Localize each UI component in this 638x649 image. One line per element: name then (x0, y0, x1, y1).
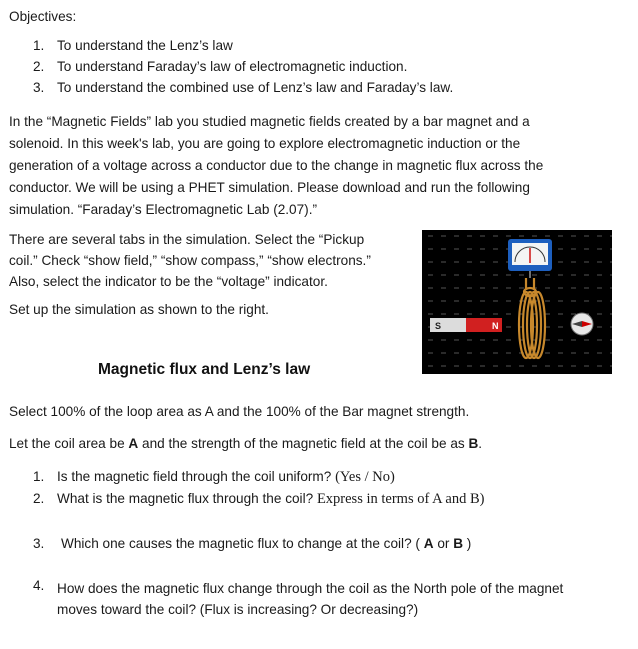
question-4-line: moves toward the coil? (Flux is increasing? Or decreasing?) (57, 602, 419, 617)
text: and the strength of the magnetic field at the coil be as (138, 436, 469, 451)
text: Is the magnetic field through the coil uniform? (57, 469, 336, 484)
intro-line: solenoid. In this week's lab, you are going to explore electromagnetic induction or the (9, 136, 521, 151)
text: Which one causes the magnetic flux to change at the coil? ( (61, 536, 424, 551)
question-4 (57, 578, 563, 620)
question-2 (57, 491, 484, 508)
question-3 (61, 536, 471, 551)
magnet-north-label: N (492, 321, 499, 331)
intro-line: In the “Magnetic Fields” lab you studied magnetic fields created by a bar magnet and a (9, 114, 530, 129)
question-number: 3. (33, 536, 45, 551)
text: or (433, 536, 454, 551)
objective-number: 1. (33, 38, 45, 53)
loop-area-instruction: Select 100% of the loop area as A and the 100% of the Bar magnet strength. (9, 404, 470, 419)
question-4-line: How does the magnetic flux change through the coil as the North pole of the magnet (57, 581, 564, 596)
text: Let the coil area be (9, 436, 129, 451)
objective-item: To understand the combined use of Lenz’s law and Faraday’s law. (57, 80, 454, 95)
objective-number: 3. (33, 80, 45, 95)
symbol-b: B (468, 436, 479, 451)
symbol-a: A (128, 436, 139, 451)
setup-instruction: Set up the simulation as shown to the right. (9, 302, 269, 317)
simulation-canvas (422, 230, 612, 374)
objective-item: To understand the Lenz’s law (57, 38, 233, 53)
objectives-heading: Objectives: (9, 9, 77, 24)
setup-line: There are several tabs in the simulation. Select the “Pickup (9, 232, 365, 247)
coil-definition (9, 436, 482, 451)
section-title: Magnetic flux and Lenz’s law (98, 361, 311, 378)
text: ) (463, 536, 472, 551)
objective-number: 2. (33, 59, 45, 74)
symbol-b: B (453, 536, 464, 551)
text: Express in terms of A and B) (316, 491, 485, 507)
text: . (478, 436, 483, 451)
intro-paragraph (9, 111, 543, 221)
intro-line: simulation. “Faraday’s Electromagnetic Lab (2.07).” (9, 202, 318, 217)
question-number: 1. (33, 469, 45, 484)
objective-item: To understand Faraday’s law of electromagnetic induction. (57, 59, 408, 74)
compass-icon (571, 313, 593, 335)
setup-paragraph (9, 229, 371, 292)
text: (Yes / No) (335, 469, 395, 485)
voltmeter-icon (508, 239, 552, 278)
question-1 (57, 469, 395, 486)
text: What is the magnetic flux through the coil? (57, 491, 317, 506)
simulation-screenshot (422, 230, 612, 374)
question-number: 4. (33, 578, 45, 593)
question-number: 2. (33, 491, 45, 506)
intro-line: conductor. We will be using a PHET simulation. Please download and run the following (9, 180, 530, 195)
bar-magnet-icon (430, 318, 502, 332)
symbol-a: A (423, 536, 434, 551)
setup-line: coil.” Check “show field,” “show compass,” “show electrons.” (9, 253, 371, 268)
magnet-south-label: S (435, 321, 442, 331)
pickup-coil-icon (519, 278, 545, 358)
intro-line: generation of a voltage across a conductor due to the change in magnetic flux across the (9, 158, 544, 173)
setup-line: Also, select the indicator to be the “voltage” indicator. (9, 274, 328, 289)
